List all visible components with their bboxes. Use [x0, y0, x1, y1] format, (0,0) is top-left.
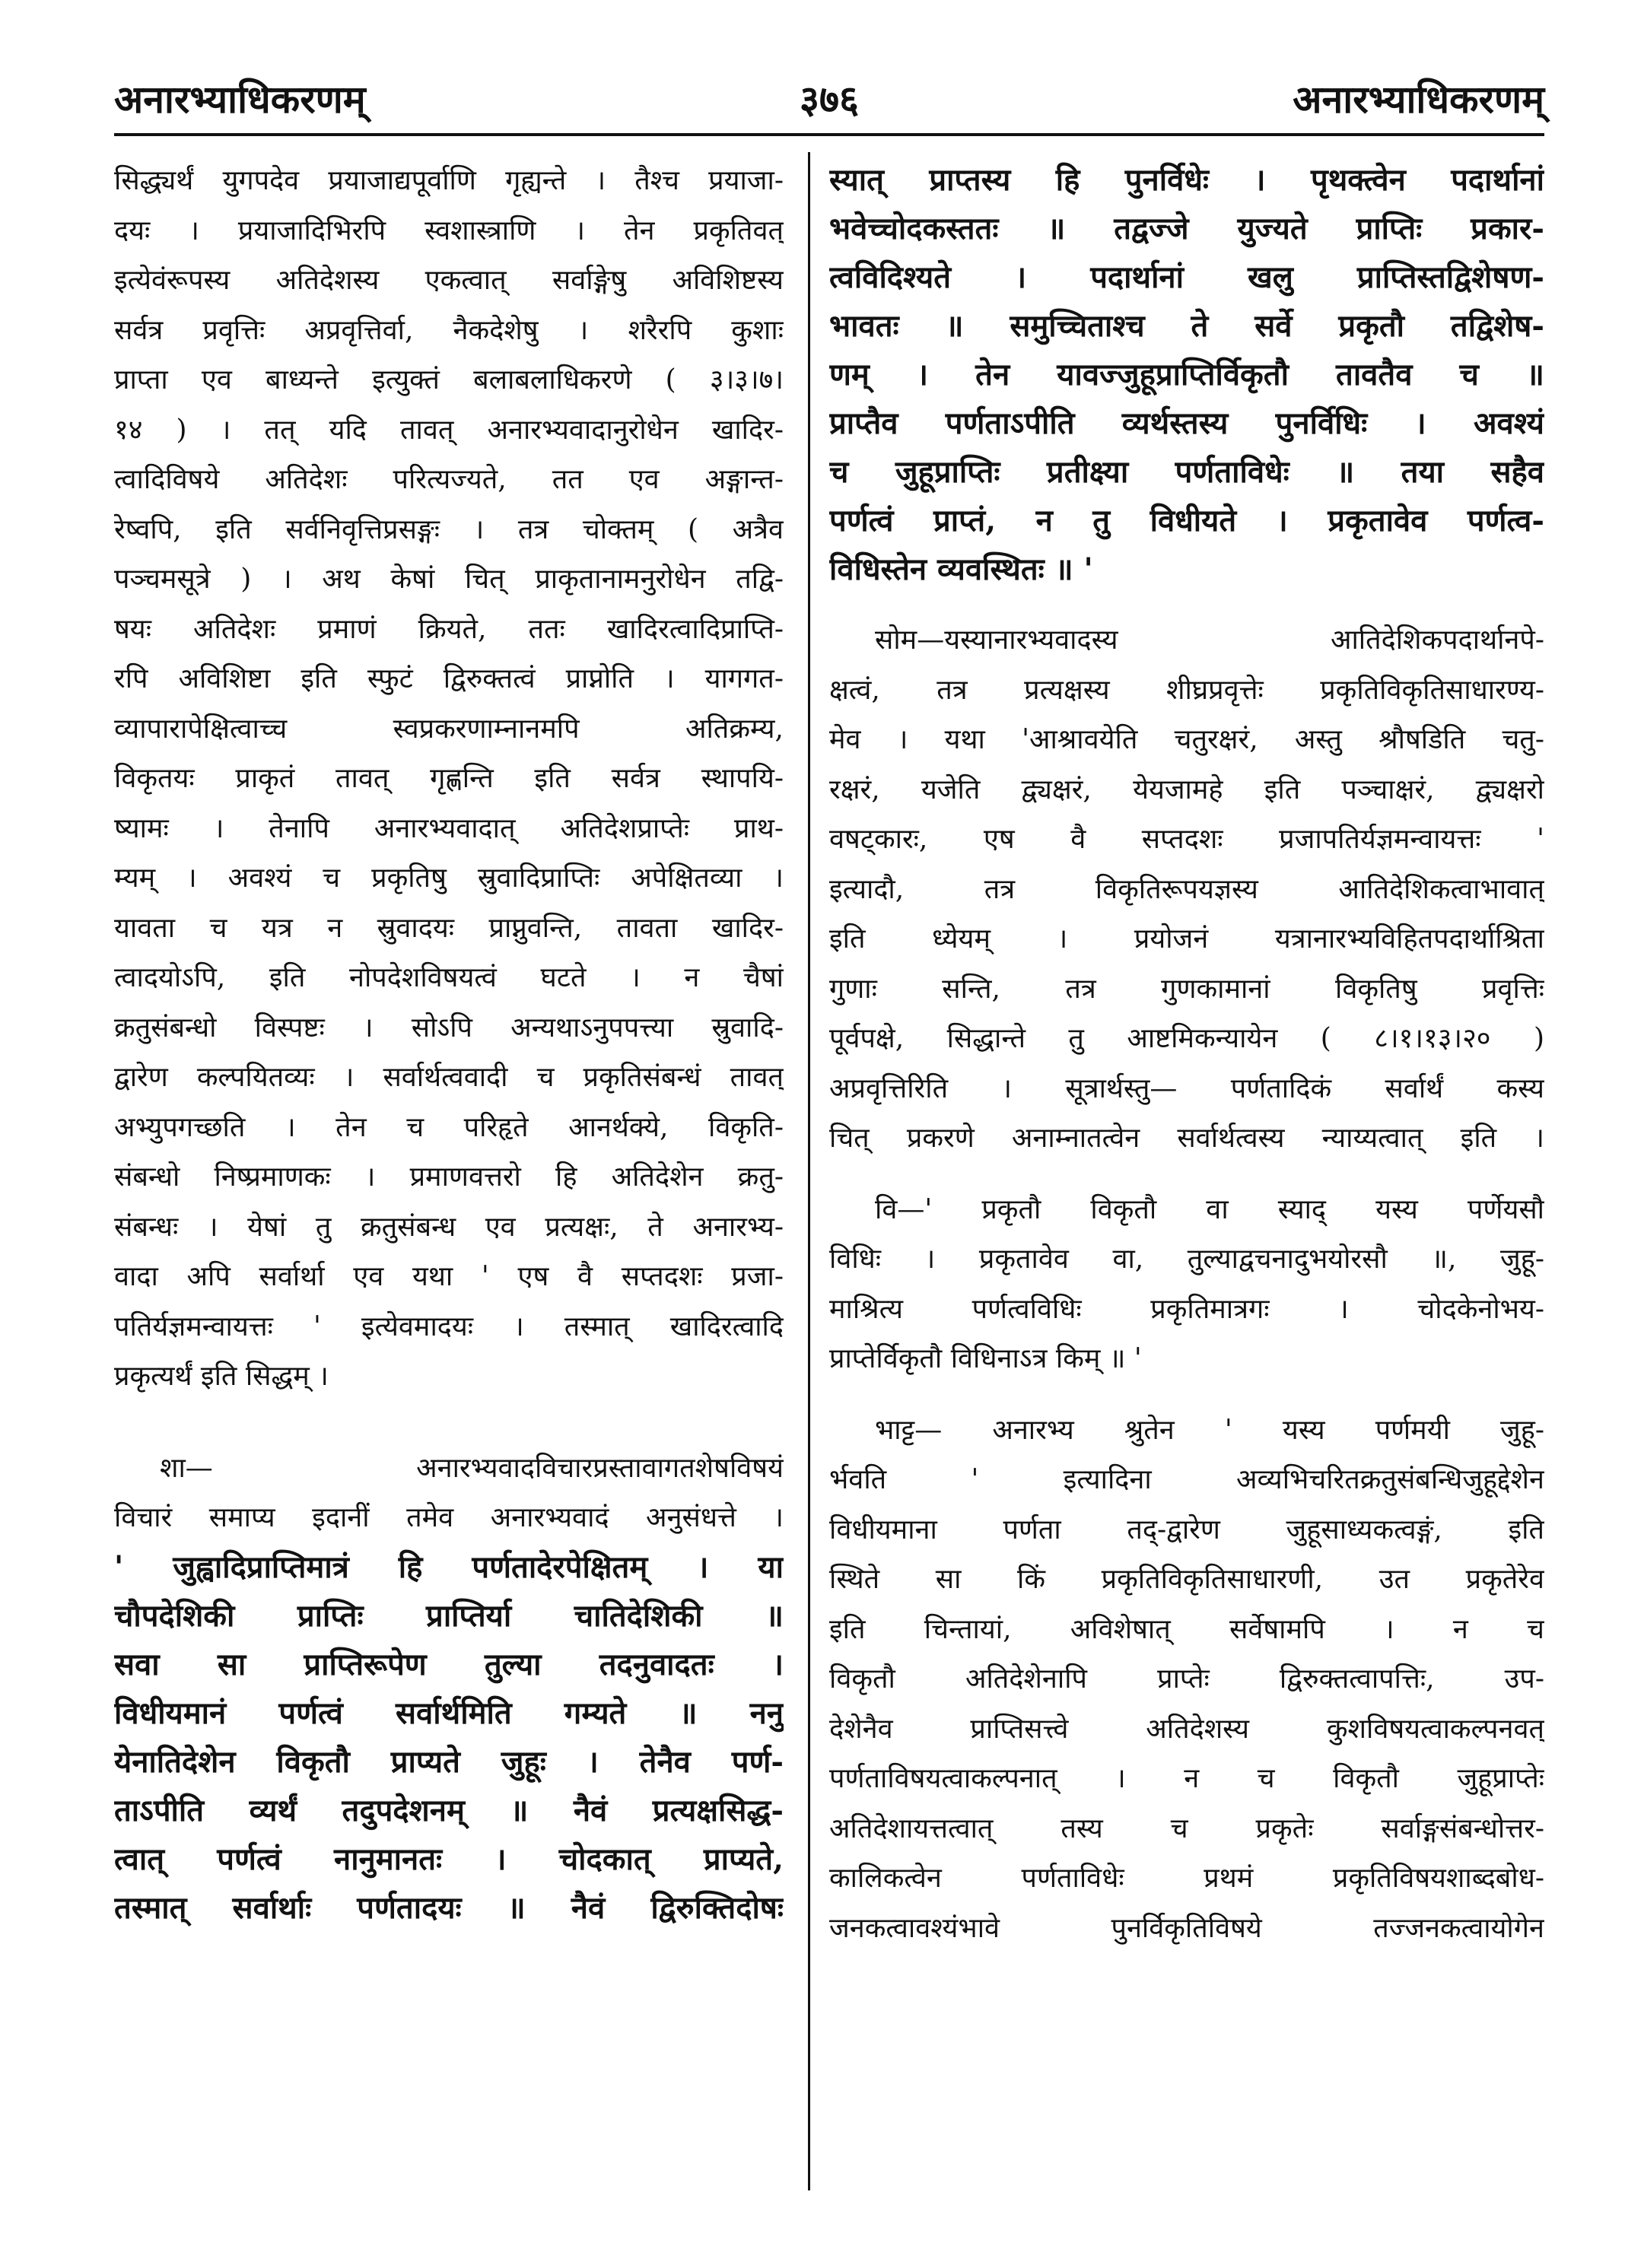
text-line: पतिर्यज्ञमन्वायत्तः ' इत्येवमादयः । तस्मात् खादिरत्वादि [114, 1310, 784, 1342]
text-line: शा— अनारभ्यवादविचारप्रस्तावागतशेषविषयं [160, 1452, 784, 1484]
text-line: पर्णताविषयत्वाकल्पनात् । न च विकृतौ जुहूप्राप्तेः [829, 1763, 1544, 1794]
text-line: वषट्कारः, एष वै सप्तदशः प्रजापतिर्यज्ञमन्वायत्तः ' [829, 824, 1544, 855]
text-line: अतिदेशायत्तत्वात् तस्य च प्रकृतेः सर्वाङ्गसंबन्धोत्तर- [829, 1812, 1544, 1844]
verse-line: चौपदेशिकी प्राप्तिः प्राप्तिर्या चातिदेशिकी ॥ [114, 1597, 784, 1634]
verse-line: विधिस्तेन व्यवस्थितः ॥ ' [829, 551, 1093, 587]
text-line: इति चिन्तायां, अविशेषात् सर्वेषामपि । न च [829, 1613, 1544, 1645]
left-paragraph-2 [114, 1444, 784, 1933]
text-line: पूर्वपक्षे, सिद्धान्ते तु आष्टमिकन्यायेन ( ८।१।१३।२० ) [829, 1023, 1544, 1054]
text-line: संबन्धो निष्प्रमाणकः । प्रमाणवत्तरो हि अतिदेशेन क्रतु- [114, 1161, 784, 1193]
text-line: यावता च यत्र न स्रुवादयः प्राप्नुवन्ति, तावता खादिर- [114, 912, 784, 944]
verse-line: सवा सा प्राप्तिरूपेण तुल्या तदनुवादतः । [114, 1646, 784, 1682]
verse-line: भावतः ॥ समुच्चिताश्च ते सर्वे प्रकृतौ तद्विशेष- [829, 308, 1544, 344]
verse-line: तस्मात् सर्वार्थाः पर्णतादयः ॥ नैवं द्विरुक्तिदोषः [114, 1889, 784, 1926]
left-paragraph-1 [114, 156, 784, 1402]
right-paragraph-4 [829, 1406, 1544, 1954]
text-line: जनकत्वावश्यंभावे पुनर्विकृतिविषये तज्जनकत्वायोगेन [829, 1912, 1544, 1944]
text-line: सोम—यस्यानारभ्यवादस्य आतिदेशिकपदार्थानपे- [875, 624, 1544, 656]
page-header [114, 72, 1544, 133]
text-line: रपि अविशिष्टा इति स्फुटं द्विरुक्तत्वं प्राप्नोति । यागगत- [114, 663, 784, 694]
running-title-left: अनारभ्याधिकरणम् [114, 77, 366, 122]
column-divider [808, 152, 810, 2190]
text-line: प्राप्ता एव बाध्यन्ते इत्युक्तं बलाबलाधिकरणे ( ३।३।७। [114, 364, 784, 395]
verse-line: त्वात् पर्णत्वं नानुमानतः । चोदकात् प्राप्यते, [114, 1841, 784, 1877]
text-line: क्रतुसंबन्धो विस्पष्टः । सोऽपि अन्यथाऽनुपपत्त्या स्रुवादि- [114, 1012, 784, 1043]
verse-line: विधीयमानं पर्णत्वं सर्वार्थमिति गम्यते ॥ ननु [114, 1695, 784, 1731]
text-line: विधिः । प्रकृतावेव वा, तुल्याद्वचनादुभयोरसौ ॥, जुहू- [829, 1244, 1544, 1275]
text-line: इत्येवंरूपस्य अतिदेशस्य एकत्वात् सर्वाङ्गेषु अविशिष्टस्य [114, 265, 784, 296]
text-line: त्वादिविषये अतिदेशः परित्यज्यते, तत एव अङ्गान्त- [114, 464, 784, 495]
text-line: विचारं समाप्य इदानीं तमेव अनारभ्यवादं अनुसंधत्ते । [114, 1502, 784, 1533]
verse-line: च जुहूप्राप्तिः प्रतीक्ष्या पर्णताविधेः ॥ तया सहैव [829, 454, 1544, 490]
page-number: ३७६ [800, 77, 859, 122]
text-line: अप्रवृत्तिरिति । सूत्रार्थस्तु— पर्णतादिकं सर्वार्थं कस्य [829, 1072, 1544, 1104]
verse-line: णम् । तेन यावज्जुहूप्राप्तिर्विकृतौ तावतैव च ॥ [829, 357, 1544, 392]
verse-line: ताऽपीति व्यर्थं तदुपदेशनम् ॥ नैवं प्रत्यक्षसिद्ध- [114, 1792, 784, 1828]
text-line: संबन्धः । येषां तु क्रतुसंबन्ध एव प्रत्यक्षः, ते अनारभ्य- [114, 1211, 784, 1243]
verse-line: त्वविदिश्यते । पदार्थानां खलु प्राप्तिस्तद्विशेषण- [829, 259, 1544, 295]
text-line: कालिकत्वेन पर्णताविधेः प्रथमं प्रकृतिविषयशाब्दबोध- [829, 1863, 1544, 1894]
header-rule [114, 133, 1544, 136]
verse-line: ' जुह्वादिप्राप्तिमात्रं हि पर्णतादेरपेक्षितम् । या [114, 1549, 784, 1585]
text-line: इत्यादौ, तत्र विकृतिरूपयज्ञस्य आतिदेशिकत्वाभावात् [829, 873, 1544, 905]
right-paragraph-1 [829, 156, 1544, 594]
text-line: पञ्चमसूत्रे ) । अथ केषां चित् प्राकृतानामनुरोधेन तद्वि- [114, 564, 784, 595]
text-line: रक्षरं, यजेति द्व्यक्षरं, येयजामहे इति पञ्चाक्षरं, द्व्यक्षरो [829, 773, 1544, 805]
left-column [114, 156, 784, 1933]
text-line: माश्रित्य पर्णत्वविधिः प्रकृतिमात्रगः । चोदकेनोभय- [829, 1293, 1544, 1325]
text-line: गुणाः सन्ति, तत्र गुणकामानां विकृतिषु प्रवृत्तिः [829, 973, 1544, 1005]
text-line: अभ्युपगच्छति । तेन च परिहृते आनर्थक्ये, विकृति- [114, 1111, 784, 1143]
text-line: वादा अपि सर्वार्था एव यथा ' एष वै सप्तदशः प्रजा- [114, 1261, 784, 1292]
right-column [829, 156, 1544, 1953]
verse-line: स्यात् प्राप्तस्य हि पुनर्विधेः । पृथक्त्वेन पदार्थानां [829, 162, 1544, 198]
text-line: ष्यामः । तेनापि अनारभ्यवादात् अतिदेशप्राप्तेः प्राथ- [114, 812, 784, 844]
text-line: चित् प्रकरणे अनाम्नातत्वेन सर्वार्थत्वस्य न्याय्यत्वात् इति । [829, 1123, 1544, 1154]
right-paragraph-2 [829, 615, 1544, 1164]
text-line: स्थिते सा किं प्रकृतिविकृतिसाधारणी, उत प्रकृतेरेव [829, 1564, 1544, 1595]
verse-line: पर्णत्वं प्राप्तं, न तु विधीयते । प्रकृतावेव पर्णत्व- [829, 503, 1544, 538]
verse-line: भवेच्चोदकस्ततः ॥ तद्वज्जे युज्यते प्राप्तिः प्रकार- [829, 211, 1544, 246]
text-line: क्षत्वं, तत्र प्रत्यक्षस्य शीघ्रप्रवृत्तेः प्रकृतिविकृतिसाधारण्य- [829, 674, 1544, 706]
text-line: विकृतयः प्राकृतं तावत् गृह्णन्ति इति सर्वत्र स्थापयि- [114, 763, 784, 794]
text-line: सिद्ध्यर्थं युगपदेव प्रयाजाद्यपूर्वाणि गृह्यन्ते । तैश्च प्रयाजा- [114, 165, 784, 196]
text-line: त्वादयोऽपि, इति नोपदेशविषयत्वं घटते । न चैषां [114, 962, 784, 993]
text-line: वि—' प्रकृतौ विकृतौ वा स्याद् यस्य पर्णेयसौ [875, 1193, 1544, 1225]
text-line: द्वारेण कल्पयितव्यः । सर्वार्थत्ववादी च प्रकृतिसंबन्धं तावत् [114, 1062, 784, 1093]
text-line: १४ ) । तत् यदि तावत् अनारभ्यवादानुरोधेन खादिर- [114, 414, 784, 446]
text-line: भाट्ट— अनारभ्य श्रुतेन ' यस्य पर्णमयी जुहू- [875, 1414, 1544, 1446]
running-title-right: अनारभ्याधिकरणम् [1293, 77, 1544, 122]
text-line: प्रकृत्यर्थं इति सिद्धम् । [114, 1361, 329, 1392]
right-paragraph-3 [829, 1185, 1544, 1384]
text-line: देशेनैव प्राप्तिसत्त्वे अतिदेशस्य कुशविषयत्वाकल्पनवत् [829, 1713, 1544, 1745]
verse-line: येनातिदेशेन विकृतौ प्राप्यते जुहूः । तेनैव पर्ण- [114, 1743, 784, 1780]
text-line: सर्वत्र प्रवृत्तिः अप्रवृत्तिर्वा, नैकदेशेषु । शरैरपि कुशाः [114, 314, 784, 346]
text-line: प्राप्तेर्विकृतौ विधिनाऽत्र किम् ॥ ' [829, 1343, 1142, 1374]
text-line: मेव । यथा 'आश्रावयेति चतुरक्षरं, अस्तु श्रौषडिति चतु- [829, 724, 1544, 755]
text-line: षयः अतिदेशः प्रमाणं क्रियते, ततः खादिरत्वादिप्राप्ति- [114, 613, 784, 645]
text-line: इति ध्येयम् । प्रयोजनं यत्रानारभ्यविहितपदार्थाश्रिता [829, 923, 1544, 955]
text-line: रेष्वपि, इति सर्वनिवृत्तिप्रसङ्गः । तत्र चोक्तम् ( अत्रैव [114, 513, 784, 545]
text-line: व्यापारापेक्षित्वाच्च स्वप्रकरणाम्नानमपि अतिक्रम्य, [114, 713, 784, 745]
text-line: विकृतौ अतिदेशेनापि प्राप्तेः द्विरुक्तत्वापत्तिः, उप- [829, 1663, 1544, 1695]
text-line: म्यम् । अवश्यं च प्रकृतिषु स्रुवादिप्राप्तिः अपेक्षितव्या । [114, 862, 784, 894]
text-line: विधीयमाना पर्णता तद्-द्वारेण जुहूसाध्यकत्वङ्गं, इति [829, 1514, 1544, 1545]
text-line: र्भवति ' इत्यादिना अव्यभिचरितक्रतुसंबन्धिजुहूद्देशेन [829, 1464, 1544, 1495]
verse-line: प्राप्तैव पर्णताऽपीति व्यर्थस्तस्य पुनर्विधिः । अवश्यं [829, 405, 1544, 441]
text-line: दयः । प्रयाजादिभिरपि स्वशास्त्राणि । तेन प्रकृतिवत् [114, 214, 784, 246]
